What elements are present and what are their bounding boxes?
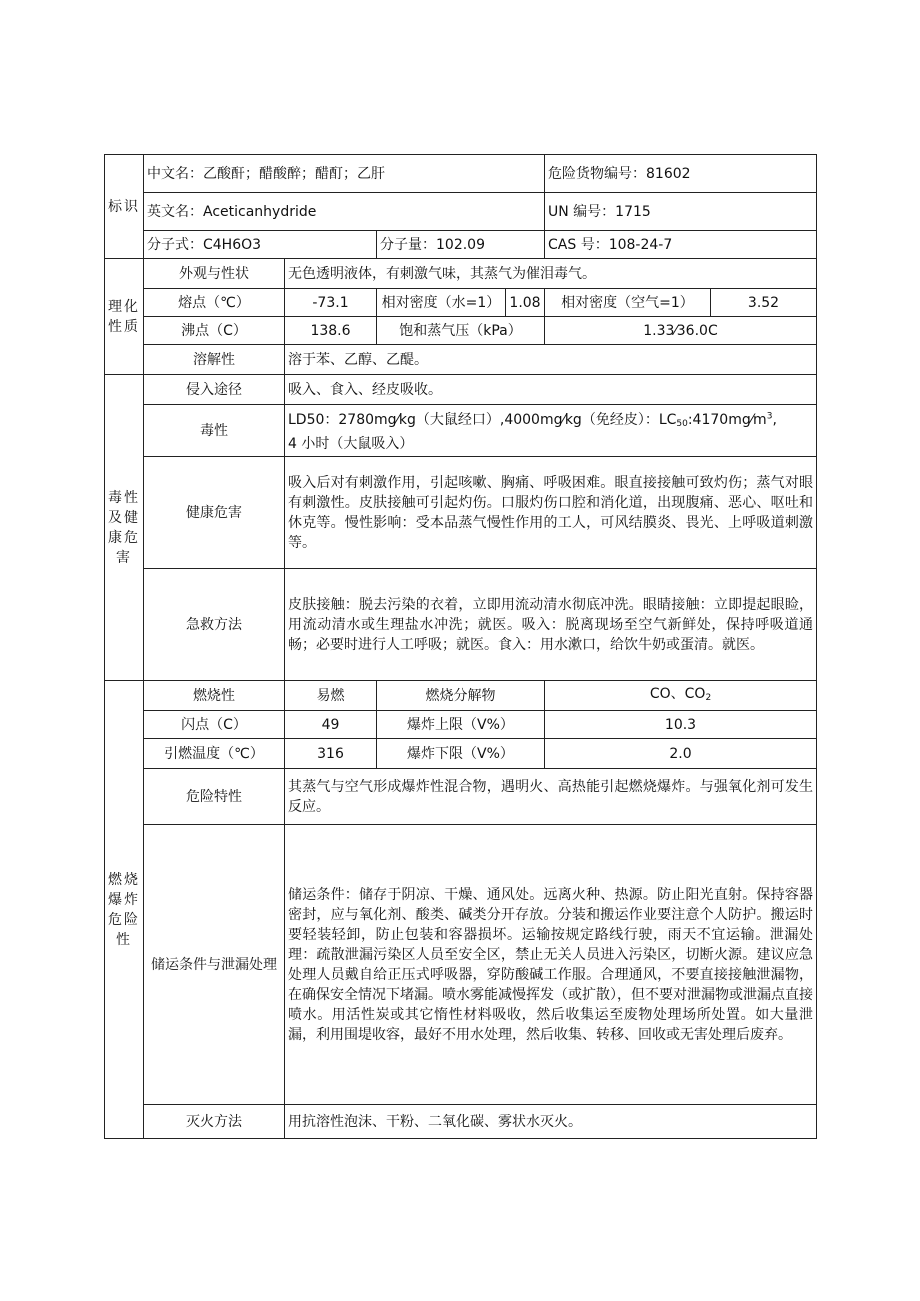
health-hazard-label: 健康危害 [144, 457, 285, 569]
molecular-weight: 分子量：102.09 [377, 231, 545, 259]
extinguish-label: 灭火方法 [144, 1105, 285, 1139]
solubility-value: 溶于苯、乙醇、乙醍。 [285, 345, 817, 375]
section-identification: 标识 [105, 155, 144, 259]
hazard-goods-number: 危险货物编号：81602 [545, 155, 817, 193]
melting-point-value: -73.1 [285, 289, 377, 317]
solubility-label: 溶解性 [144, 345, 285, 375]
vapor-pressure-value: 1.33⁄36.0C [545, 317, 817, 345]
hazard-property-label: 危险特性 [144, 769, 285, 825]
rel-density-air-value: 3.52 [711, 289, 817, 317]
flash-point-label: 闪点（C） [144, 711, 285, 739]
rel-density-water-value: 1.08 [506, 289, 545, 317]
hazard-property-value: 其蒸气与空气形成爆炸性混合物，遇明火、高热能引起燃烧爆炸。与强氧化剂可发生反应。 [285, 769, 817, 825]
rel-density-water-label: 相对密度（水=1） [377, 289, 506, 317]
english-name: 英文名：Aceticanhydride [144, 193, 545, 231]
msds-table [104, 154, 817, 1139]
un-number: UN 编号：1715 [545, 193, 817, 231]
flammability-value: 易燃 [285, 681, 377, 711]
chinese-name: 中文名：乙酸酐；醋酸醉；醋酊；乙肝 [144, 155, 545, 193]
extinguish-value: 用抗溶性泡沫、干粉、二氧化碳、雾状水灭火。 [285, 1105, 817, 1139]
route-label: 侵入途径 [144, 375, 285, 405]
decomposition-value [545, 681, 817, 711]
rel-density-air-label: 相对密度（空气=1） [545, 289, 711, 317]
toxicity-comma: , [772, 412, 777, 429]
toxicity-ld50-text: LD50：2780mg⁄kg（大鼠经口）,4000mg⁄kg（免经皮）：LC [288, 412, 677, 429]
storage-value: 储运条件：储存于阴凉、干燥、通风处。远离火种、热源。防止阳光直射。保持容器密封，应与氧化剂、酸类、碱类分开存放。分装和搬运作业要注意个人防护。搬运时要轻装轻卸，防止包装和容器损坏。运输按规定路线行驶，雨天不宜运输。泄漏处理：疏散泄漏污染区人员至安全区，禁止无关人员进入污染区，切断火源。建议应急处理人员戴自给正压式呼吸器，穿防酸碱工作服。合理通风，不要直接接触泄漏物，在确保安全情况下堵漏。喷水雾能减慢挥发（或扩散），但不要对泄漏物或泄漏点直接喷水。用活性炭或其它惰性材料吸收，然后收集运至废物处理场所处置。如大量泄漏，利用围堤收容，最好不用水处理，然后收集、转移、回收或无害处理后废弃。 [285, 825, 817, 1105]
lower-limit-value: 2.0 [545, 739, 817, 769]
lower-limit-label: 爆炸下限（V%） [377, 739, 545, 769]
upper-limit-label: 爆炸上限（V%） [377, 711, 545, 739]
section-toxicity: 毒性及健康危害 [105, 375, 144, 681]
boiling-point-value: 138.6 [285, 317, 377, 345]
toxicity-label: 毒性 [144, 405, 285, 457]
toxicity-line2: 4 小时（大鼠吸入） [288, 436, 414, 453]
section-fire: 燃烧爆炸危险性 [105, 681, 144, 1139]
molecular-formula: 分子式：C4H6O3 [144, 231, 377, 259]
flammability-label: 燃烧性 [144, 681, 285, 711]
route-value: 吸入、食入、经皮吸收。 [285, 375, 817, 405]
health-hazard-value: 吸入后对有刺激作用，引起咳嗽、胸痛、呼吸困难。眼直接接触可致灼伤；蒸气对眼有刺激性。皮肤接触可引起灼伤。口服灼伤口腔和消化道，出现腹痛、恶心、呕吐和休克等。慢性影响：受本品蒸气慢性作用的工人，可风结膜炎、畏光、上呼吸道刺激等。 [285, 457, 817, 569]
flash-point-value: 49 [285, 711, 377, 739]
toxicity-unit-superscript: 3 [766, 411, 773, 422]
toxicity-lc-subscript: 50 [676, 419, 688, 430]
cas-number: CAS 号：108-24-7 [545, 231, 817, 259]
boiling-point-label: 沸点（C） [144, 317, 285, 345]
upper-limit-value: 10.3 [545, 711, 817, 739]
section-physchem: 理化性质 [105, 259, 144, 375]
first-aid-value: 皮肤接触：脱去污染的衣着，立即用流动清水彻底冲洗。眼睛接触：立即提起眼睑，用流动清水或生理盐水冲洗；就医。吸入：脱离现场至空气新鲜处，保持呼吸道通畅；必要时进行人工呼吸；就医。食入：用水漱口，给饮牛奶或蛋清。就医。 [285, 569, 817, 681]
toxicity-value [285, 405, 817, 457]
decomposition-label: 燃烧分解物 [377, 681, 545, 711]
first-aid-label: 急救方法 [144, 569, 285, 681]
storage-label: 储运条件与泄漏处理 [144, 825, 285, 1105]
decomposition-subscript: 2 [705, 692, 712, 703]
vapor-pressure-label: 饱和蒸气压（kPa） [377, 317, 545, 345]
ignition-temp-label: 引燃温度（℃） [144, 739, 285, 769]
appearance-label: 外观与性状 [144, 259, 285, 289]
appearance-value: 无色透明液体，有刺激气味，其蒸气为催泪毒气。 [285, 259, 817, 289]
melting-point-label: 熔点（℃） [144, 289, 285, 317]
toxicity-line1 [288, 412, 777, 428]
toxicity-lc-text: :4170mg⁄m [687, 412, 767, 429]
decomposition-text: CO、CO [649, 685, 706, 702]
ignition-temp-value: 316 [285, 739, 377, 769]
